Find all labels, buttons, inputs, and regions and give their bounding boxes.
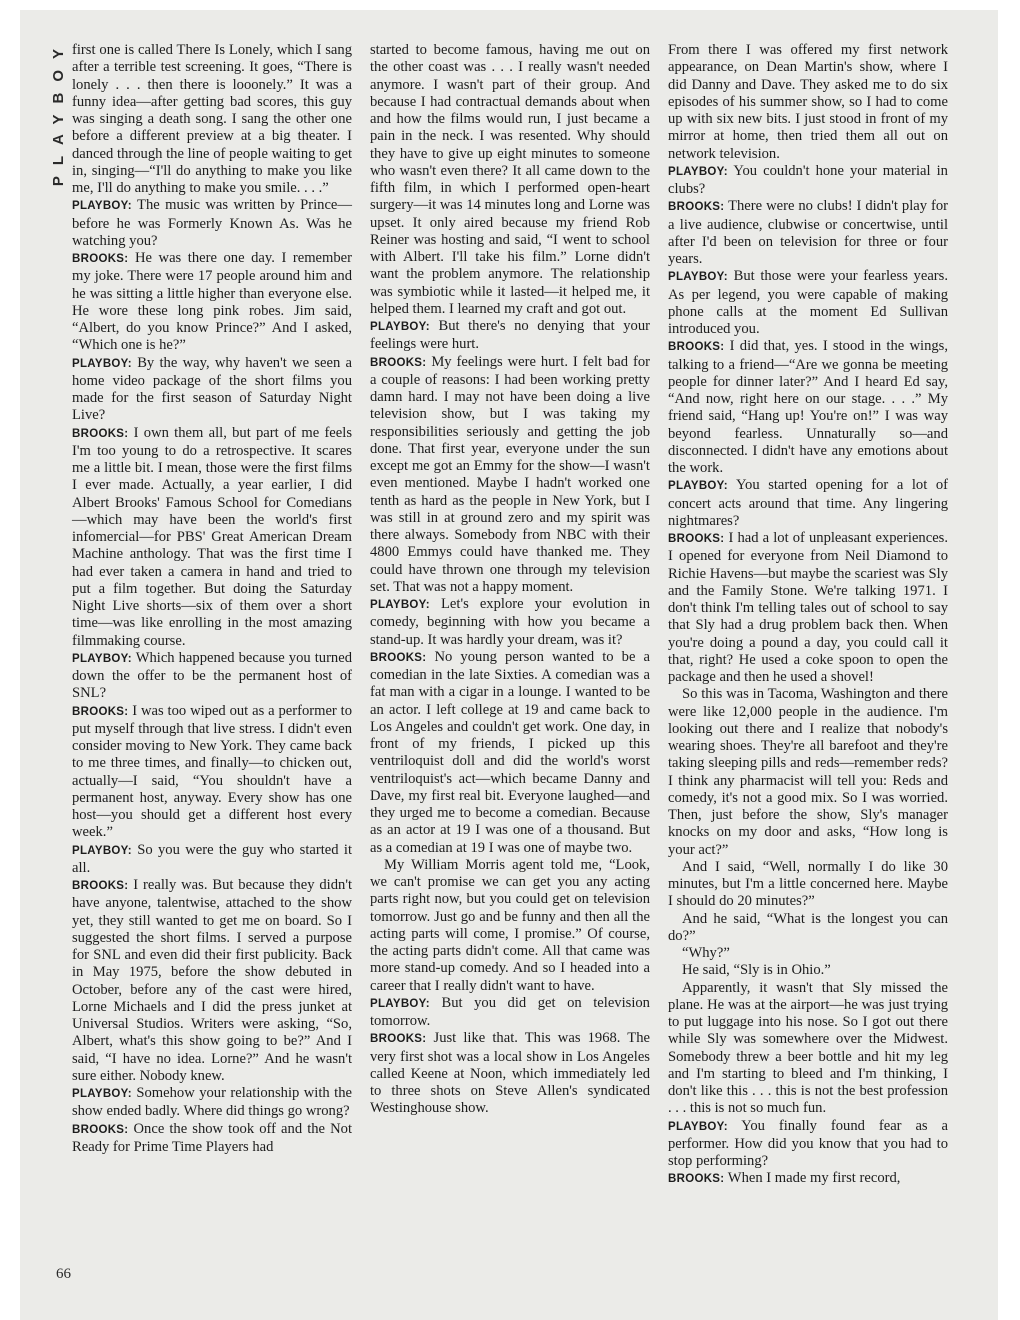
text-column-3 bbox=[668, 42, 948, 1189]
paragraph bbox=[72, 1121, 352, 1157]
paragraph bbox=[668, 1118, 948, 1171]
paragraph-text: Once the show took off and the Not Ready for Prime Time Players had bbox=[72, 1120, 352, 1155]
paragraph-text: So you were the guy who started it all. bbox=[72, 841, 352, 876]
paragraph-text: So this was in Tacoma, Washington and there were like 12,000 people in the audience. I'm looking out there and I realize that nobody's wearing shoes. They're all barefoot and they're taking sleeping pills and reds—remember reds? I think any pharmacist will tell you: Reds and comedy, it's not a good mix. So I was worried. Then, just before the show, Sly's manager knocks on my door and asks, “How long is your act?” bbox=[668, 686, 948, 858]
speaker-label: PLAYBOY: bbox=[668, 1120, 728, 1133]
speaker-label: PLAYBOY: bbox=[72, 200, 132, 213]
paragraph bbox=[668, 980, 948, 1118]
speaker-label: PLAYBOY: bbox=[668, 165, 728, 178]
paragraph bbox=[668, 338, 948, 477]
paragraph-text: He said, “Sly is in Ohio.” bbox=[682, 962, 831, 979]
paragraph-text: I did that, yes. I stood in the wings, talking to a friend—“Are we gonna be meeting people for dinner later?” And I heard Ed say, “And now, right here on our stage. . . .” My friend said, “Hang up! You're on!” I was way beyond fearless. Unnaturally so—and disconnected. I didn't have any emotions about the work. bbox=[668, 338, 949, 476]
paragraph-text: He was there one day. I remember my joke. There were 17 people around him and he was sitting a little higher than everyone else. He wore these long pink robes. Jim said, “Albert, do you know Prince?” And I asked, “Which one is he?” bbox=[72, 250, 353, 354]
speaker-label: BROOKS: bbox=[370, 651, 427, 664]
paragraph bbox=[370, 1030, 650, 1117]
paragraph bbox=[668, 42, 948, 163]
paragraph bbox=[668, 686, 948, 859]
paragraph-text: By the way, why haven't we seen a home video package of the short films you made for the first season of Saturday Night Live? bbox=[72, 354, 352, 424]
paragraph bbox=[72, 877, 352, 1085]
paragraph-text: But those were your fearless years. As per legend, you were capable of making phone calls at the moment Ed Sullivan introduced you. bbox=[668, 268, 948, 337]
paragraph-text: I was too wiped out as a performer to put myself through that live stress. I didn't even consider moving to New York. They came back to me three times, and finally—to chicken out, actually—I said, “You shouldn't have a permanent host, anyway. Every show has one host—you should get a different host every week.” bbox=[72, 702, 353, 841]
text-column-2 bbox=[370, 42, 650, 1118]
speaker-label: PLAYBOY: bbox=[370, 599, 430, 611]
paragraph bbox=[72, 197, 352, 250]
speaker-label: BROOKS: bbox=[72, 880, 129, 892]
paragraph-text: My feelings were hurt. I felt bad for a couple of reasons: I had been working pretty damn hard. I may not have been doing a live television show, but I was taking my responsibilities seriously and getting the job done. That first year, everyone under the sun except me got an Emmy for the show—I wasn't even mentioned. Maybe I hadn't worked one tenth as hard as the people in New York, but I was still in at ground zero and my spirit was there always. Somebody from NBC with their 4800 Emmys could have thanked me. They could have thrown one through my television set. That was not a happy moment. bbox=[370, 353, 650, 595]
speaker-label: BROOKS: bbox=[668, 1173, 725, 1186]
speaker-label: PLAYBOY: bbox=[72, 652, 132, 665]
paragraph bbox=[668, 945, 948, 962]
paragraph bbox=[668, 198, 948, 268]
paragraph bbox=[370, 318, 650, 354]
paragraph-text: My William Morris agent told me, “Look, we can't promise we can get you any acting parts right now, but you could get on television tomorrow. Just go and be funny and then all the acting parts will come, I promise.” Of course, the acting parts didn't come. All that came was more stand-up comedy. And so I headed into a career that I really didn't want to have. bbox=[370, 856, 650, 994]
paragraph-text: No young person wanted to be a comedian in the late Sixties. A comedian was a fat man with a cigar in a lounge. I wanted to be an actor. I left college at 19 and came back to Los Angeles and couldn't get work. One day, in front of my friends, I picked up this ventriloquist doll and did the world's worst ventriloquist's act—which became Danny and Dave, my first real bit. Everyone laughed—and they urged me to become a comedian. Because as an actor at 19 I was one of a thousand. But as a comedian at 19 I was one of maybe two. bbox=[370, 648, 650, 856]
paragraph bbox=[668, 530, 948, 686]
paragraph-text: You couldn't hone your material in clubs? bbox=[668, 162, 948, 197]
paragraph bbox=[72, 42, 352, 197]
paragraph-text: From there I was offered my first network appearance, on Dean Martin's show, where I did Danny and Dave. They asked me to do six episodes of his summer show, so I had to come up with six new bits. I just stood in front of my mirror at home, then tried them all out on network television. bbox=[668, 42, 948, 162]
speaker-label: PLAYBOY: bbox=[668, 480, 728, 493]
paragraph bbox=[370, 995, 650, 1031]
paragraph bbox=[370, 42, 650, 318]
paragraph-text: There were no clubs! I didn't play for a live audience, clubwise or concertwise, until after I'd been on television for three or four years. bbox=[668, 198, 948, 267]
paragraph bbox=[72, 425, 352, 650]
speaker-label: BROOKS: bbox=[370, 356, 427, 369]
paragraph bbox=[668, 859, 948, 911]
paragraph-text: You finally found fear as a performer. How did you know that you had to stop performing? bbox=[668, 1117, 948, 1169]
speaker-label: BROOKS: bbox=[668, 201, 725, 214]
paragraph-text: I really was. But because they didn't have anyone, talentwise, attached to the show yet, they still wanted to get me on board. So I suggested the short films. I served a purpose for SNL and even did their first publicity. Back in May 1975, before the show debuted in October, before any of the cast were hired, Lorne Michaels and I did the press junket at Universal Studios. Writers were asking, “So, Albert, what's this show going to be?” And I said, “I have no idea. Lorne?” And he wasn't sure either. Nobody knew. bbox=[72, 877, 353, 1084]
paragraph bbox=[72, 650, 352, 703]
paragraph-text: And I said, “Well, normally I do like 30 minutes, but I'm a little concerned here. Maybe I should do 20 minutes?” bbox=[668, 858, 948, 910]
paragraph-text: first one is called There Is Lonely, which I sang after a terrible test screening. It goes, “There is lonely . . . then there is looonely.” It was a funny idea—after getting bad scores, this guy was singing a death song. I sang the other one before a different preview at a big theater. I danced through the line of people waiting to get in, singing—“I'll do anything to make you like me, I'll do anything to make you smile. . . .” bbox=[72, 42, 352, 196]
speaker-label: PLAYBOY: bbox=[72, 357, 132, 370]
speaker-label: BROOKS: bbox=[72, 705, 129, 718]
paragraph bbox=[668, 477, 948, 530]
paragraph bbox=[668, 962, 948, 979]
paragraph bbox=[72, 703, 352, 842]
paragraph-text: “Why?” bbox=[682, 945, 730, 961]
paragraph-text: I own them all, but part of me feels I'm too young to do a retrospective. It scares me a little bit. I mean, those were the first films I ever made. Actually, a year earlier, I did Albert Brooks' Famous School for Comedians—which may have been the world's first infomercial—for PBS' Great American Dream Machine anthology. That was the first time I had ever taken a camera in hand and tried to put a film together. But doing the Saturday Night Live shorts—six of them over a short time—was like enrolling in the most amazing filmmaking course. bbox=[72, 424, 352, 649]
paragraph bbox=[668, 911, 948, 946]
paragraph-text: When I made my first record, bbox=[727, 1170, 901, 1187]
speaker-label: PLAYBOY: bbox=[370, 321, 430, 333]
masthead: PLAYBOY bbox=[50, 38, 67, 187]
speaker-label: BROOKS: bbox=[72, 427, 129, 440]
paragraph-text: Which happened because you turned down the offer to be the permanent host of SNL? bbox=[72, 649, 352, 702]
paragraph bbox=[370, 596, 650, 649]
paragraph-text: Apparently, it wasn't that Sly missed the plane. He was at the airport—he was just trying to put luggage into his nose. So I got out there while Sly was somewhere over the Midwest. Somebody threw a beer bottle and hit my leg and I'm starting to bleed and I'm thinking, I don't like this . . . this is not the best profession . . . this is not so much fun. bbox=[668, 979, 948, 1117]
speaker-label: PLAYBOY: bbox=[72, 844, 132, 857]
paragraph bbox=[668, 268, 948, 338]
speaker-label: BROOKS: bbox=[668, 533, 725, 545]
paragraph bbox=[72, 250, 352, 355]
paragraph-text: But there's no denying that your feelings were hurt. bbox=[370, 318, 650, 353]
speaker-label: BROOKS: bbox=[72, 253, 129, 265]
paragraph-text: But you did get on television tomorrow. bbox=[370, 994, 650, 1029]
paragraph-text: started to become famous, having me out on the other coast was . . . I really wasn't needed anymore. I wasn't part of their group. And because I had contractual demands about when and how the films would run, I just became a pain in the neck. I was resented. Why should they have to give up eight minutes to someone who wasn't even there? It all came down to the fifth film, in which I performed open-heart surgery—it was 14 minutes long and Lorne was upset. It only aired because my friend Rob Reiner was hosting and said, “I went to school with Albert. I'll take his film.” Lorne didn't want the problem anymore. The relationship was symbiotic while it lasted—it helped me, it helped them. I learned my craft and got out. bbox=[370, 42, 650, 317]
speaker-label: BROOKS: bbox=[72, 1123, 129, 1136]
paragraph-text: Let's explore your evolution in comedy, beginning with how you became a stand-up. It was hardly your dream, was it? bbox=[370, 596, 650, 648]
page-number: 66 bbox=[56, 1266, 71, 1282]
speaker-label: PLAYBOY: bbox=[72, 1088, 132, 1100]
paragraph-text: Somehow your relationship with the show ended badly. Where did things go wrong? bbox=[72, 1085, 352, 1120]
paragraph-text: You started opening for a lot of concert acts around that time. Any lingering nightmares? bbox=[668, 477, 948, 529]
paragraph bbox=[370, 857, 650, 995]
paragraph-text: Just like that. This was 1968. The very first shot was a local show in Los Angeles called Keene at Noon, which immediately led to three shots on Steve Allen's syndicated Westinghouse show. bbox=[370, 1030, 650, 1117]
paragraph bbox=[370, 354, 650, 597]
paragraph-text: I had a lot of unpleasant experiences. I opened for everyone from Neil Diamond to Richie Havens—but maybe the scariest was Sly and the Family Stone. We're talking 1971. I don't think I'm telling tales out of school to say that Sly had a drug problem back then. When you're doing a pound a day, you could call it that, right? He used a coke spoon to open the package and then he used a shovel! bbox=[668, 530, 948, 685]
paragraph bbox=[72, 355, 352, 425]
paragraph bbox=[72, 1085, 352, 1121]
paragraph bbox=[668, 163, 948, 199]
paragraph bbox=[668, 1170, 948, 1188]
speaker-label: PLAYBOY: bbox=[668, 271, 728, 284]
paragraph bbox=[370, 649, 650, 857]
paragraph-text: The music was written by Prince—before he was Formerly Known As. Was he watching you? bbox=[72, 197, 352, 249]
speaker-label: BROOKS: bbox=[370, 1033, 427, 1046]
speaker-label: PLAYBOY: bbox=[370, 997, 430, 1010]
text-column-1 bbox=[72, 42, 352, 1156]
paragraph-text: And he said, “What is the longest you can do?” bbox=[668, 910, 948, 944]
speaker-label: BROOKS: bbox=[668, 341, 725, 354]
paragraph bbox=[72, 842, 352, 878]
magazine-page bbox=[20, 10, 998, 1320]
